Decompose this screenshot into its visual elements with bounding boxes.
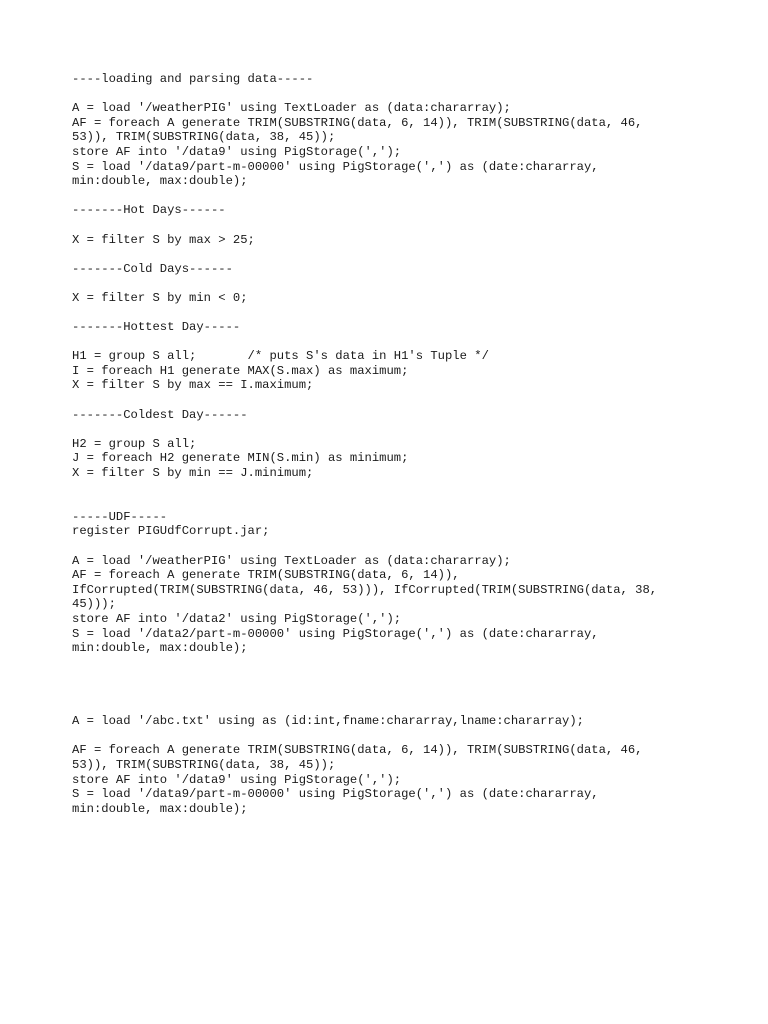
code-line (72, 335, 712, 350)
code-line: A = load '/weatherPIG' using TextLoader as (data:chararray); (72, 553, 511, 568)
code-line: J = foreach H2 generate MIN(S.min) as minimum; (72, 451, 409, 466)
code-line: -------Cold Days------ (72, 261, 233, 276)
code-line: store AF into '/data9' using PigStorage(','); (72, 772, 402, 787)
code-line: X = filter S by min == J.minimum; (72, 466, 314, 481)
code-line: AF = foreach A generate TRIM(SUBSTRING(data, 6, 14)), TRIM(SUBSTRING(data, 46, (72, 743, 643, 758)
code-line: S = load '/data9/part-m-00000' using PigStorage(',') as (date:chararray, (72, 159, 599, 174)
code-line (72, 670, 712, 685)
code-line: IfCorrupted(TRIM(SUBSTRING(data, 46, 53))), IfCorrupted(TRIM(SUBSTRING(data, 38, (72, 582, 658, 597)
code-line: -------Hot Days------ (72, 203, 226, 218)
code-line (72, 700, 712, 715)
code-line: -------Hottest Day----- (72, 320, 241, 335)
code-line: H1 = group S all; /* puts S's data in H1's Tuple */ (72, 349, 489, 364)
code-line: register PIGUdfCorrupt.jar; (72, 524, 270, 539)
code-line (72, 495, 712, 510)
code-line: X = filter S by max == I.maximum; (72, 378, 314, 393)
code-line (72, 393, 712, 408)
code-line: min:double, max:double); (72, 801, 248, 816)
code-line (72, 276, 712, 291)
code-line (72, 481, 712, 496)
code-line (72, 247, 712, 262)
code-line: A = load '/abc.txt' using as (id:int,fname:chararray,lname:chararray); (72, 714, 584, 729)
code-block (72, 72, 712, 816)
code-line (72, 685, 712, 700)
code-line (72, 306, 712, 321)
code-line: store AF into '/data2' using PigStorage(','); (72, 611, 402, 626)
code-line (72, 656, 712, 671)
code-line (72, 87, 712, 102)
code-line: S = load '/data9/part-m-00000' using PigStorage(',') as (date:chararray, (72, 787, 599, 802)
code-line: store AF into '/data9' using PigStorage(','); (72, 144, 402, 159)
code-line (72, 539, 712, 554)
code-line: 45))); (72, 597, 116, 612)
code-line: -----UDF----- (72, 509, 168, 524)
code-line: AF = foreach A generate TRIM(SUBSTRING(data, 6, 14)), TRIM(SUBSTRING(data, 46, (72, 115, 643, 130)
code-line: ----loading and parsing data----- (72, 72, 314, 86)
code-line: 53)), TRIM(SUBSTRING(data, 38, 45)); (72, 757, 336, 772)
code-line: X = filter S by max > 25; (72, 232, 255, 247)
code-line: H2 = group S all; (72, 436, 197, 451)
code-line: A = load '/weatherPIG' using TextLoader as (data:chararray); (72, 101, 511, 116)
code-line: min:double, max:double); (72, 174, 248, 189)
code-line: -------Coldest Day------ (72, 407, 248, 422)
code-line: 53)), TRIM(SUBSTRING(data, 38, 45)); (72, 130, 336, 145)
code-line: AF = foreach A generate TRIM(SUBSTRING(data, 6, 14)), (72, 568, 460, 583)
code-line (72, 189, 712, 204)
code-line: X = filter S by min < 0; (72, 290, 248, 305)
code-line: I = foreach H1 generate MAX(S.max) as maximum; (72, 363, 409, 378)
code-line: S = load '/data2/part-m-00000' using PigStorage(',') as (date:chararray, (72, 626, 599, 641)
code-line (72, 422, 712, 437)
code-line (72, 729, 712, 744)
code-line (72, 218, 712, 233)
code-line: min:double, max:double); (72, 641, 248, 656)
